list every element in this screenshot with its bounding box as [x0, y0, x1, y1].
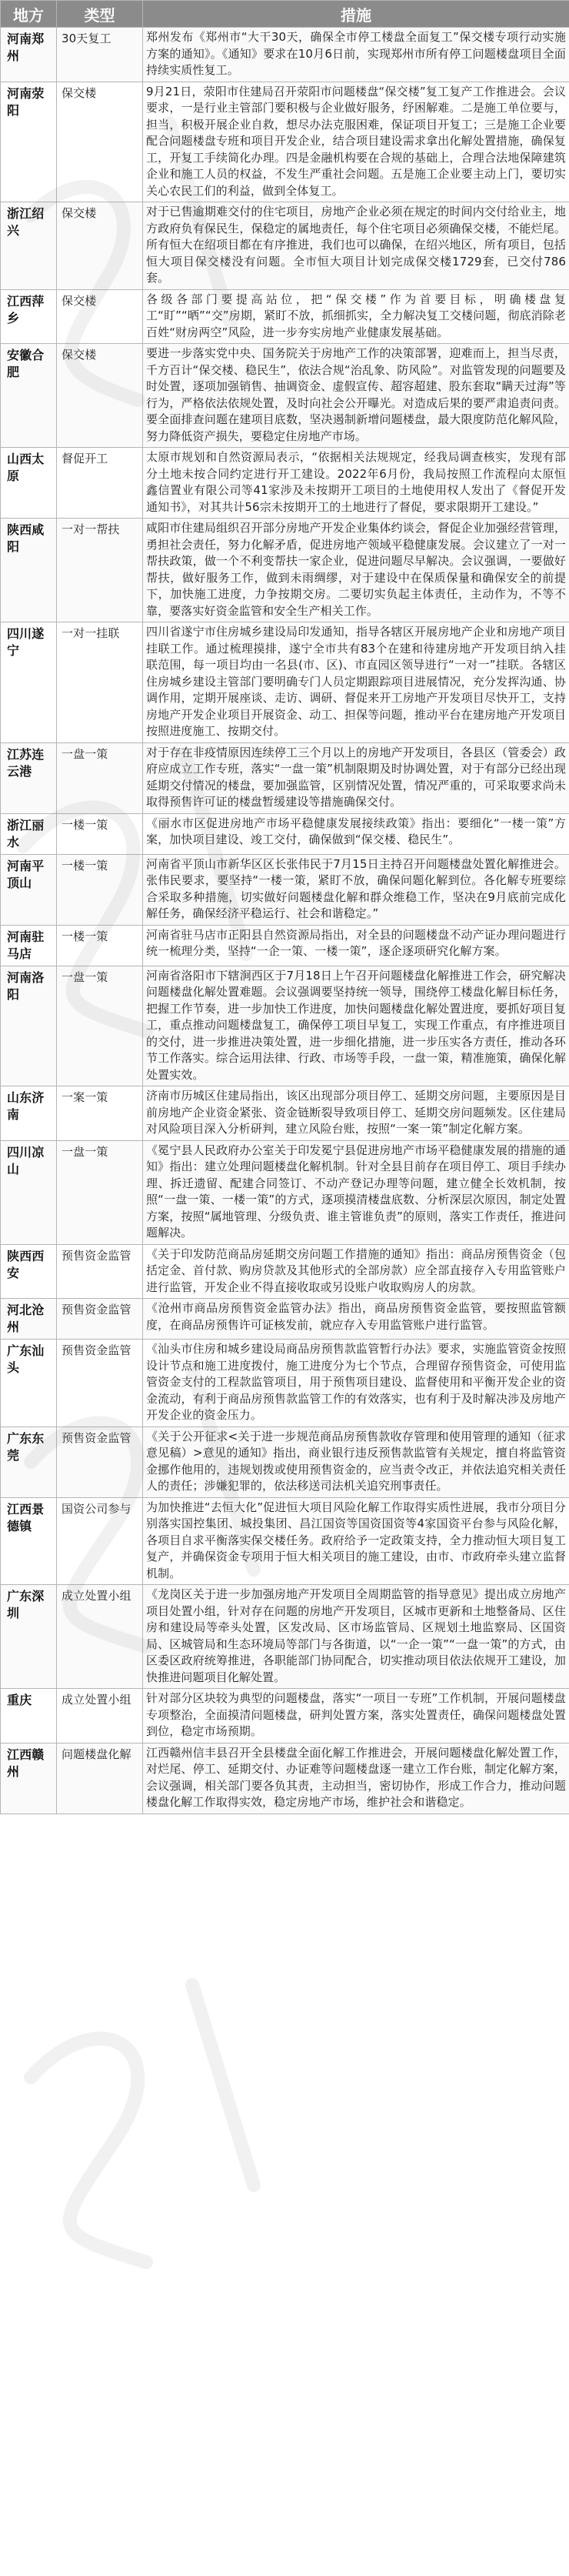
region-cell: 广东深圳 [1, 1585, 57, 1689]
region-cell: 江苏连云港 [1, 742, 57, 813]
table-row [1, 925, 569, 966]
type-cell: 一盘一策 [57, 966, 143, 1086]
region-cell: 江西景德镇 [1, 1497, 57, 1585]
type-cell: 一对一挂联 [57, 622, 143, 743]
region-cell: 广东东莞 [1, 1426, 57, 1497]
type-cell: 保交楼 [57, 82, 143, 202]
region-cell: 广东汕头 [1, 1340, 57, 1427]
measure-cell: 针对部分区块较为典型的问题楼盘，落实“一项目一专班”工作机制，开展问题楼盘专项整治，全面摸清问题楼盘，研判处置方案，落实处置责任，确保问题楼盘处置到位，稳定市场预期。 [143, 1689, 569, 1743]
type-cell: 成立处置小组 [57, 1585, 143, 1689]
type-cell: 一盘一策 [57, 1140, 143, 1244]
measure-cell: 为加快推进“去恒大化”促进恒大项目风险化解工作取得实质性进展，我市分项目分别落实国控集团、城投集团、昌江国资等国资国资等4家国资平台参与风险化解，各项目自求平衡落实保交楼任务。政府给予一定政策支持，全力推动恒大项目复工复产，并确保资金专项用于恒大相关项目的施工建设，由市、市政府牵头建立监督机制。 [143, 1497, 569, 1585]
table-header-row [1, 1, 569, 28]
region-cell: 河南郑州 [1, 28, 57, 82]
type-cell: 保交楼 [57, 344, 143, 448]
type-cell: 一对一帮扶 [57, 519, 143, 622]
region-cell: 山西太原 [1, 448, 57, 519]
region-cell: 河南洛阳 [1, 966, 57, 1086]
header-type: 类型 [57, 1, 143, 28]
measure-cell: 济南市历城区住建局指出，该区出现部分项目停工、延期交房问题，主要原因是目前房地产企业资金紧张、资金链断裂导致项目停工、延期交房问题频发。区住建局对风险项目深入分析研判，建立风险台账，按照“一案一策”制定化解方案。 [143, 1086, 569, 1141]
header-measure: 措施 [143, 1, 569, 28]
table-row [1, 519, 569, 622]
type-cell: 一盘一策 [57, 742, 143, 813]
region-cell: 浙江丽水 [1, 813, 57, 854]
table-row [1, 742, 569, 813]
measure-cell: 各级各部门要提高站位，把“保交楼”作为首要目标，明确楼盘复工“盯”“晒”“交”房期，紧盯不放，抓细抓实，全力解决复工交楼问题，彻底消除老百姓“财房两空”风险，进一步夯实房地产业健康发展基础。 [143, 289, 569, 344]
region-cell: 陕西咸阳 [1, 519, 57, 622]
measure-cell: 《关于印发防范商品房延期交房问题工作措施的通知》指出：商品房预售资金（包括定金、首付款、购房贷款及其他形式的全部房款）应全部直接存入专用监管账户进行监管，开发企业不得直接收取或另设账户收取购房人的房款。 [143, 1244, 569, 1299]
type-cell: 督促开工 [57, 448, 143, 519]
type-cell: 预售资金监管 [57, 1426, 143, 1497]
region-cell: 江西赣州 [1, 1743, 57, 1814]
measure-cell: 《丽水市区促进房地产市场平稳健康发展接续政策》指出：要细化“一楼一策”方案，加快项目建设、竣工交付，确保做到“保交楼、稳民生”。 [143, 813, 569, 854]
region-cell: 重庆 [1, 1689, 57, 1743]
region-cell: 山东济南 [1, 1086, 57, 1141]
measure-cell: 河南省平顶山市新华区区长张伟民于7月15日主持召开问题楼盘处置化解推进会。张伟民要求，要坚持“一楼一策，紧盯不放，确保问题化解到位。各化解专班要综合采取多种措施，切实做好问题楼盘化解和群众维稳工作，坚决在9月底前完成化解任务，确保经济平稳运行、社会和谐稳定。” [143, 854, 569, 925]
table-row [1, 854, 569, 925]
type-cell: 成立处置小组 [57, 1689, 143, 1743]
region-cell: 河南平顶山 [1, 854, 57, 925]
type-cell: 一案一策 [57, 1086, 143, 1141]
region-cell: 河南荥阳 [1, 82, 57, 202]
table-row [1, 1426, 569, 1497]
measure-cell: 《沧州市商品房预售资金监管办法》指出，商品房预售资金监管，要按照监管额度，在商品房预售许可证核发前，就应存入专用监管账户进行监管。 [143, 1299, 569, 1340]
table-row [1, 1340, 569, 1427]
type-cell: 预售资金监管 [57, 1244, 143, 1299]
measure-cell: 《汕头市住房和城乡建设局商品房预售款监管暂行办法》要求，实施监管资金按照设计节点和施工进度拨付，施工进度分为七个节点，合理留存预售资金，可使用监管资金支付的工程款监管项目，用于预售项目建设、监督使用和平衡开发企业的资金流动，有利于商品房预售款监管工作的有效落实，也有利于及时解决涉及房地产开发企业的资金压力。 [143, 1340, 569, 1427]
measure-cell: 《关于公开征求<关于进一步规范商品房预售款收存管理和使用管理的通知（征求意见稿）>意见的通知》指出，商业银行违反预售款监管有关规定，擅自将监管资金挪作他用的，违规划拨或使用预售资金的，应当责令改正，并依法追究相关责任人的责任；涉嫌犯罪的，依法移送司法机关追究刑事责任。 [143, 1426, 569, 1497]
measure-cell: 江西赣州信丰县召开全县楼盘全面化解工作推进会，开展问题楼盘化解处置工作，对烂尾、停工、延期交付、办证难等问题楼盘逐一建立工作台账，制定化解方案，会议强调，相关部门要各负其责，主动担当，密切协作，形成工作合力，推动问题楼盘化解工作取得实效，稳定房地产市场，维护社会和谐稳定。 [143, 1743, 569, 1814]
table-row [1, 289, 569, 344]
table-row [1, 344, 569, 448]
table-row [1, 202, 569, 290]
header-region: 地方 [1, 1, 57, 28]
table-row [1, 448, 569, 519]
measure-cell: 太原市规划和自然资源局表示，“依据相关法规规定，经我局调查核实，发现有部分土地未按合同约定进行开工建设。2022年6月份，我局按照工作流程向太原恒鑫信置业有限公司等41家涉及未按期开工项目的土地使用权人发出了《督促开发通知书》，对其共计56宗未按期开工的土地进行了督促，要求限期开工建设。” [143, 448, 569, 519]
type-cell: 问题楼盘化解 [57, 1743, 143, 1814]
type-cell: 一楼一策 [57, 925, 143, 966]
table-row [1, 1743, 569, 1814]
type-cell: 预售资金监管 [57, 1340, 143, 1427]
measure-cell: 《龙岗区关于进一步加强房地产开发项目全周期监管的指导意见》提出成立房地产项目处置小组，针对存在问题的房地产开发项目，区城市更新和土地整备局、区住房和建设局等牵头处置，区发改局、区市场监管局、区规划土地监察局、区国资局、区城管局和生态环境局等部门与各街道，以“一企一策”“一盘一策”的方式，由区委区政府统筹推进，各职能部门协同配合，切实推动项目依法依规开工建设，加快推进问题项目化解处置。 [143, 1585, 569, 1689]
measure-cell: 河南省洛阳市下辖涧西区于7月18日上午召开问题楼盘化解推进工作会，研究解决问题楼盘化解处置难题。会议强调要坚持统一领导，围绕停工楼盘化解目标任务，把握工作节奏，进一步加快工作进度，加快问题楼盘化解处置进度，要抓好项目复工，重点推动问题楼盘复工，确保停工项目早复工，实现工作重点，有序推进项目的交付，进一步推进决策处置，进一步细化措施，进一步压实各方责任，推动各环节工作落实。综合运用法律、行政、市场等手段，一盘一策，精准施策，确保化解处置实效。 [143, 966, 569, 1086]
table-row [1, 1244, 569, 1299]
measure-cell: 《冕宁县人民政府办公室关于印发冕宁县促进房地产市场平稳健康发展的措施的通知》指出：建立处理问题楼盘化解机制。针对全县目前存在项目停工、项目手续办理、拆迁遗留、配建合同签订、不动产登记办理等问题，建立健全长效机制，按照“一盘一策、一楼一策”的方式，逐项摸清楼盘底数、分析深层次原因，制定处置方案，按照“属地管理、分级负责、谁主管谁负责”的原则，落实工作责任，推进问题解决。 [143, 1140, 569, 1244]
table-row [1, 1086, 569, 1141]
table-row [1, 1299, 569, 1340]
table-row [1, 1689, 569, 1743]
region-cell: 浙江绍兴 [1, 202, 57, 290]
region-cell: 四川凉山 [1, 1140, 57, 1244]
table-body [1, 28, 569, 1814]
measure-cell: 对于存在非疫情原因连续停工三个月以上的房地产开发项目，各县区（管委会）政府应成立工作专班，落实“一盘一策”机制限期及时协调处置，对于有部分已经出现延期交付情况的楼盘，要加强监管，区别情况处置，情况严重的，可采取要求尚未取得预售许可证的楼盘暂缓建设等措施确保交付。 [143, 742, 569, 813]
region-cell: 河南驻马店 [1, 925, 57, 966]
type-cell: 国资公司参与 [57, 1497, 143, 1585]
table-row [1, 1585, 569, 1689]
table-row [1, 28, 569, 82]
table-row [1, 622, 569, 743]
region-cell: 四川遂宁 [1, 622, 57, 743]
type-cell: 保交楼 [57, 289, 143, 344]
measure-cell: 郑州发布《郑州市“大干30天，确保全市停工楼盘全面复工”保交楼专项行动实施方案的通知》。《通知》要求在10月6日前，实现郑州市所有停工问题楼盘项目全面持续实质性复工。 [143, 28, 569, 82]
measure-cell: 9月21日，荥阳市住建局召开荥阳市问题楼盘“保交楼”复工复产工作推进会。会议要求，一是行业主管部门要积极与企业做好服务，纾困解难。二是施工单位要与，担当，积极开展企业自救，想尽办法克服困难，保证项目开复工；三是施工企业要配合问题楼盘专班和项目开发企业，结合项目建设需求拿出化解处置措施，确保复工，开复工手续简化办理。四是金融机构要在合规的基础上，合理合法地保障建筑企业和施工人员的权益，不发生严重社会问题。五是施工企业要主动上门，要切实关心农民工们的利益，做到全体复工。 [143, 82, 569, 202]
table-row [1, 82, 569, 202]
region-cell: 安徽合肥 [1, 344, 57, 448]
measure-cell: 河南省驻马店市正阳县自然资源局指出，对全县的问题楼盘不动产证办理问题进行统一梳理分类，坚持“一企一策、一楼一策”，逐企逐项研究化解方案。 [143, 925, 569, 966]
table-row [1, 1497, 569, 1585]
table-row [1, 1140, 569, 1244]
measure-cell: 对于已售逾期难交付的住宅项目，房地产企业必须在规定的时间内交付给业主，地方政府负有保民生，保稳定的属地责任，每个住宅项目必须确保交楼，不能烂尾。所有恒大在绍项目都在有序推进，我们也可以确保，在绍兴地区，所有项目，包括恒大项目保交楼没有问题。全市恒大项目计划完成保交楼1729套，已交付786套。 [143, 202, 569, 290]
type-cell: 一楼一策 [57, 813, 143, 854]
measure-cell: 要进一步落实党中央、国务院关于房地产工作的决策部署，迎难而上，担当尽责，千方百计“保交楼、稳民生”，依法合规“治乱象、防风险”。对监管发现的问题要及时处置，逐项加强销售、抽调资金、虚假宣传、超容超建、股东套取“瞒天过海”等行为，严格依法依规处置，及时向社会公开曝光。对造成后果的要严肃追责问责。要全面排查问题在建项目底数，坚决遏制新增问题楼盘，最大限度防范化解风险，努力降低资产损失，要稳定住房地产市场。 [143, 344, 569, 448]
measure-cell: 咸阳市住建局组织召开部分房地产开发企业集体约谈会，督促企业加强经营管理，勇担社会责任，努力化解矛盾，促进房地产领域平稳健康发展。会议建立了一对一帮扶政策，做一个不利变帮扶一家企业，促进问题尽早解决。会议强调，一要做好帮扶，做好服务工作，做到未雨绸缪，对于建设中在保质保量和确保安全的前提下，加快施工进度，力争按期交房。二要切实负起主体责任，主动作为，不等不靠，要落实好资金监管和安全生产相关工作。 [143, 519, 569, 622]
type-cell: 预售资金监管 [57, 1299, 143, 1340]
table-row [1, 966, 569, 1086]
type-cell: 保交楼 [57, 202, 143, 290]
region-cell: 河北沧州 [1, 1299, 57, 1340]
table-row [1, 813, 569, 854]
region-cell: 陕西西安 [1, 1244, 57, 1299]
type-cell: 30天复工 [57, 28, 143, 82]
measure-cell: 四川省遂宁市住房城乡建设局印发通知，指导各辖区开展房地产企业和房地产项目挂联工作。通过梳理摸排，遂宁全市共有83个在建和待建房地产开发项目纳入挂联范围，每一项目均由一名县(市、区)、市直园区领导进行“一对一”挂联。各辖区住房城乡建设主管部门要明确专门人员定期跟踪项目进展情况，充分发挥沟通、协调作用，定期开展座谈、走访、调研、督促来开工房地产开发项目尽快开工，支持房地产开发企业项目开展资金、动工、担保等问题，推动平台在建房地产开发项目按照进度施工、按期交付。 [143, 622, 569, 743]
type-cell: 一楼一策 [57, 854, 143, 925]
region-cell: 江西萍乡 [1, 289, 57, 344]
